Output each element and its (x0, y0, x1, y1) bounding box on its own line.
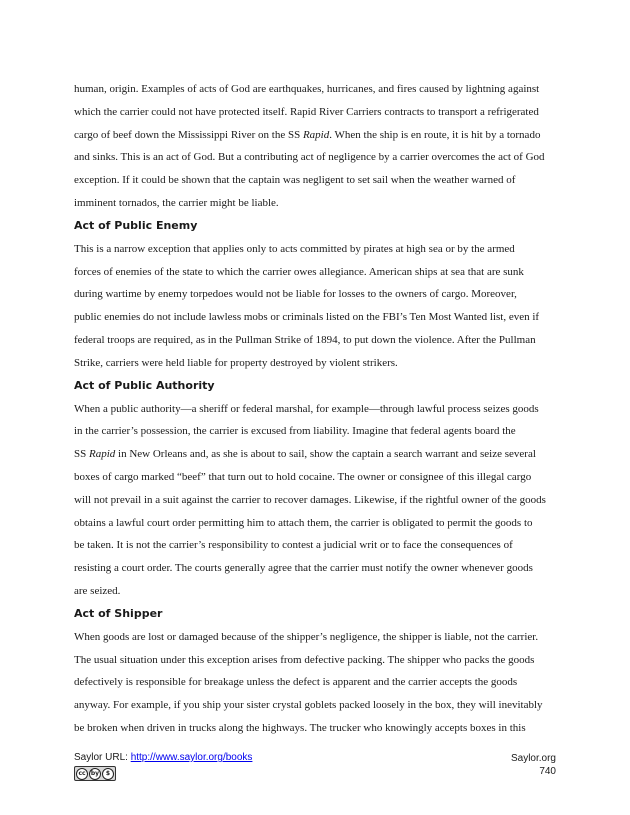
heading-act-of-shipper: Act of Shipper (74, 606, 163, 620)
heading-act-of-public-enemy: Act of Public Enemy (74, 218, 198, 232)
text-line: federal troops are required, as in the Pullman Strike of 1894, to put down the violence. After the Pullman (74, 333, 536, 346)
text-line: be broken when driven in trucks along the highways. The trucker who knowingly accepts boxes in this (74, 721, 526, 734)
cc-license-icon[interactable] (74, 766, 116, 781)
footer-source (74, 752, 252, 763)
paragraph-act-of-public-enemy (74, 238, 556, 375)
text-line: which the carrier could not have protected itself. Rapid River Carriers contracts to transport a refrigerated (74, 105, 539, 118)
text-line: will not prevail in a suit against the carrier to recover damages. Likewise, if the rightful owner of the goods (74, 493, 546, 506)
text-line: SS Rapid in New Orleans and, as she is about to sail, show the captain a search warrant and seize several (74, 448, 536, 461)
text-line: during wartime by enemy torpedoes would not be liable for losses to the owners of cargo. Moreover, (74, 288, 517, 301)
text-line: cargo of beef down the Mississippi River on the SS Rapid. When the ship is en route, it is hit by a tornado (74, 128, 541, 141)
heading-act-of-public-authority: Act of Public Authority (74, 378, 215, 392)
text-line: human, origin. Examples of acts of God are earthquakes, hurricanes, and fires caused by lightning against (74, 83, 540, 95)
text-line: obtains a lawful court order permitting him to attach them, the carrier is obligated to permit the goods to (74, 516, 533, 529)
text-line: exception. If it could be shown that the captain was negligent to set sail when the weather warned of (74, 174, 516, 187)
footer-right (511, 752, 556, 778)
text-line: public enemies do not include lawless mobs or criminals listed on the FBI’s Ten Most Wanted list, even if (74, 311, 540, 324)
text-line: are seized. (74, 584, 121, 597)
text-line: This is a narrow exception that applies only to acts committed by pirates at high sea or by the armed (74, 242, 515, 255)
page-content (74, 78, 556, 740)
nc-symbol-icon: $ (102, 768, 114, 780)
text-line: The usual situation under this exception arises from defective packing. The shipper who packs the goods (74, 653, 535, 666)
footer-site: Saylor.org (510, 753, 556, 764)
text-line: imminent tornados, the carrier might be liable. (74, 196, 279, 209)
text-line: boxes of cargo marked “beef” that turn out to hold cocaine. The owner or consignee of this illegal cargo (74, 470, 532, 483)
by-symbol-icon: by (89, 768, 101, 780)
text-line: forces of enemies of the state to which the carrier owes allegiance. American ships at sea that are sunk (74, 265, 524, 278)
text-line: When goods are lost or damaged because of the shipper’s negligence, the shipper is liable, not the carrier. (74, 630, 539, 643)
text-line: defectively is responsible for breakage unless the defect is apparent and the carrier accepts the goods (74, 676, 518, 689)
paragraph-act-of-god (74, 78, 556, 215)
paragraph-act-of-shipper (74, 626, 556, 740)
paragraph-act-of-public-authority (74, 398, 556, 603)
cc-symbol-icon: cc (76, 768, 88, 780)
text-line: Strike, carriers were held liable for property destroyed by violent strikers. (74, 356, 398, 369)
text-line: anyway. For example, if you ship your sister crystal goblets packed loosely in the box, they will inevitably (74, 699, 543, 712)
page-number: 740 (539, 766, 556, 777)
text-line: and sinks. This is an act of God. But a contributing act of negligence by a carrier overcomes the act of God (74, 151, 545, 164)
footer-url-link[interactable]: http://www.saylor.org/books (130, 752, 253, 763)
text-line: When a public authority—a sheriff or federal marshal, for example—through lawful process seizes goods (74, 402, 539, 415)
text-line: resisting a court order. The courts generally agree that the carrier must notify the owner whenever goods (74, 562, 533, 575)
footer-url-label: Saylor URL: (74, 752, 131, 763)
text-line: in the carrier’s possession, the carrier is excused from liability. Imagine that federal agents board the (74, 425, 516, 438)
text-line: be taken. It is not the carrier’s responsibility to contest a judicial writ or to face the consequences of (74, 539, 513, 552)
